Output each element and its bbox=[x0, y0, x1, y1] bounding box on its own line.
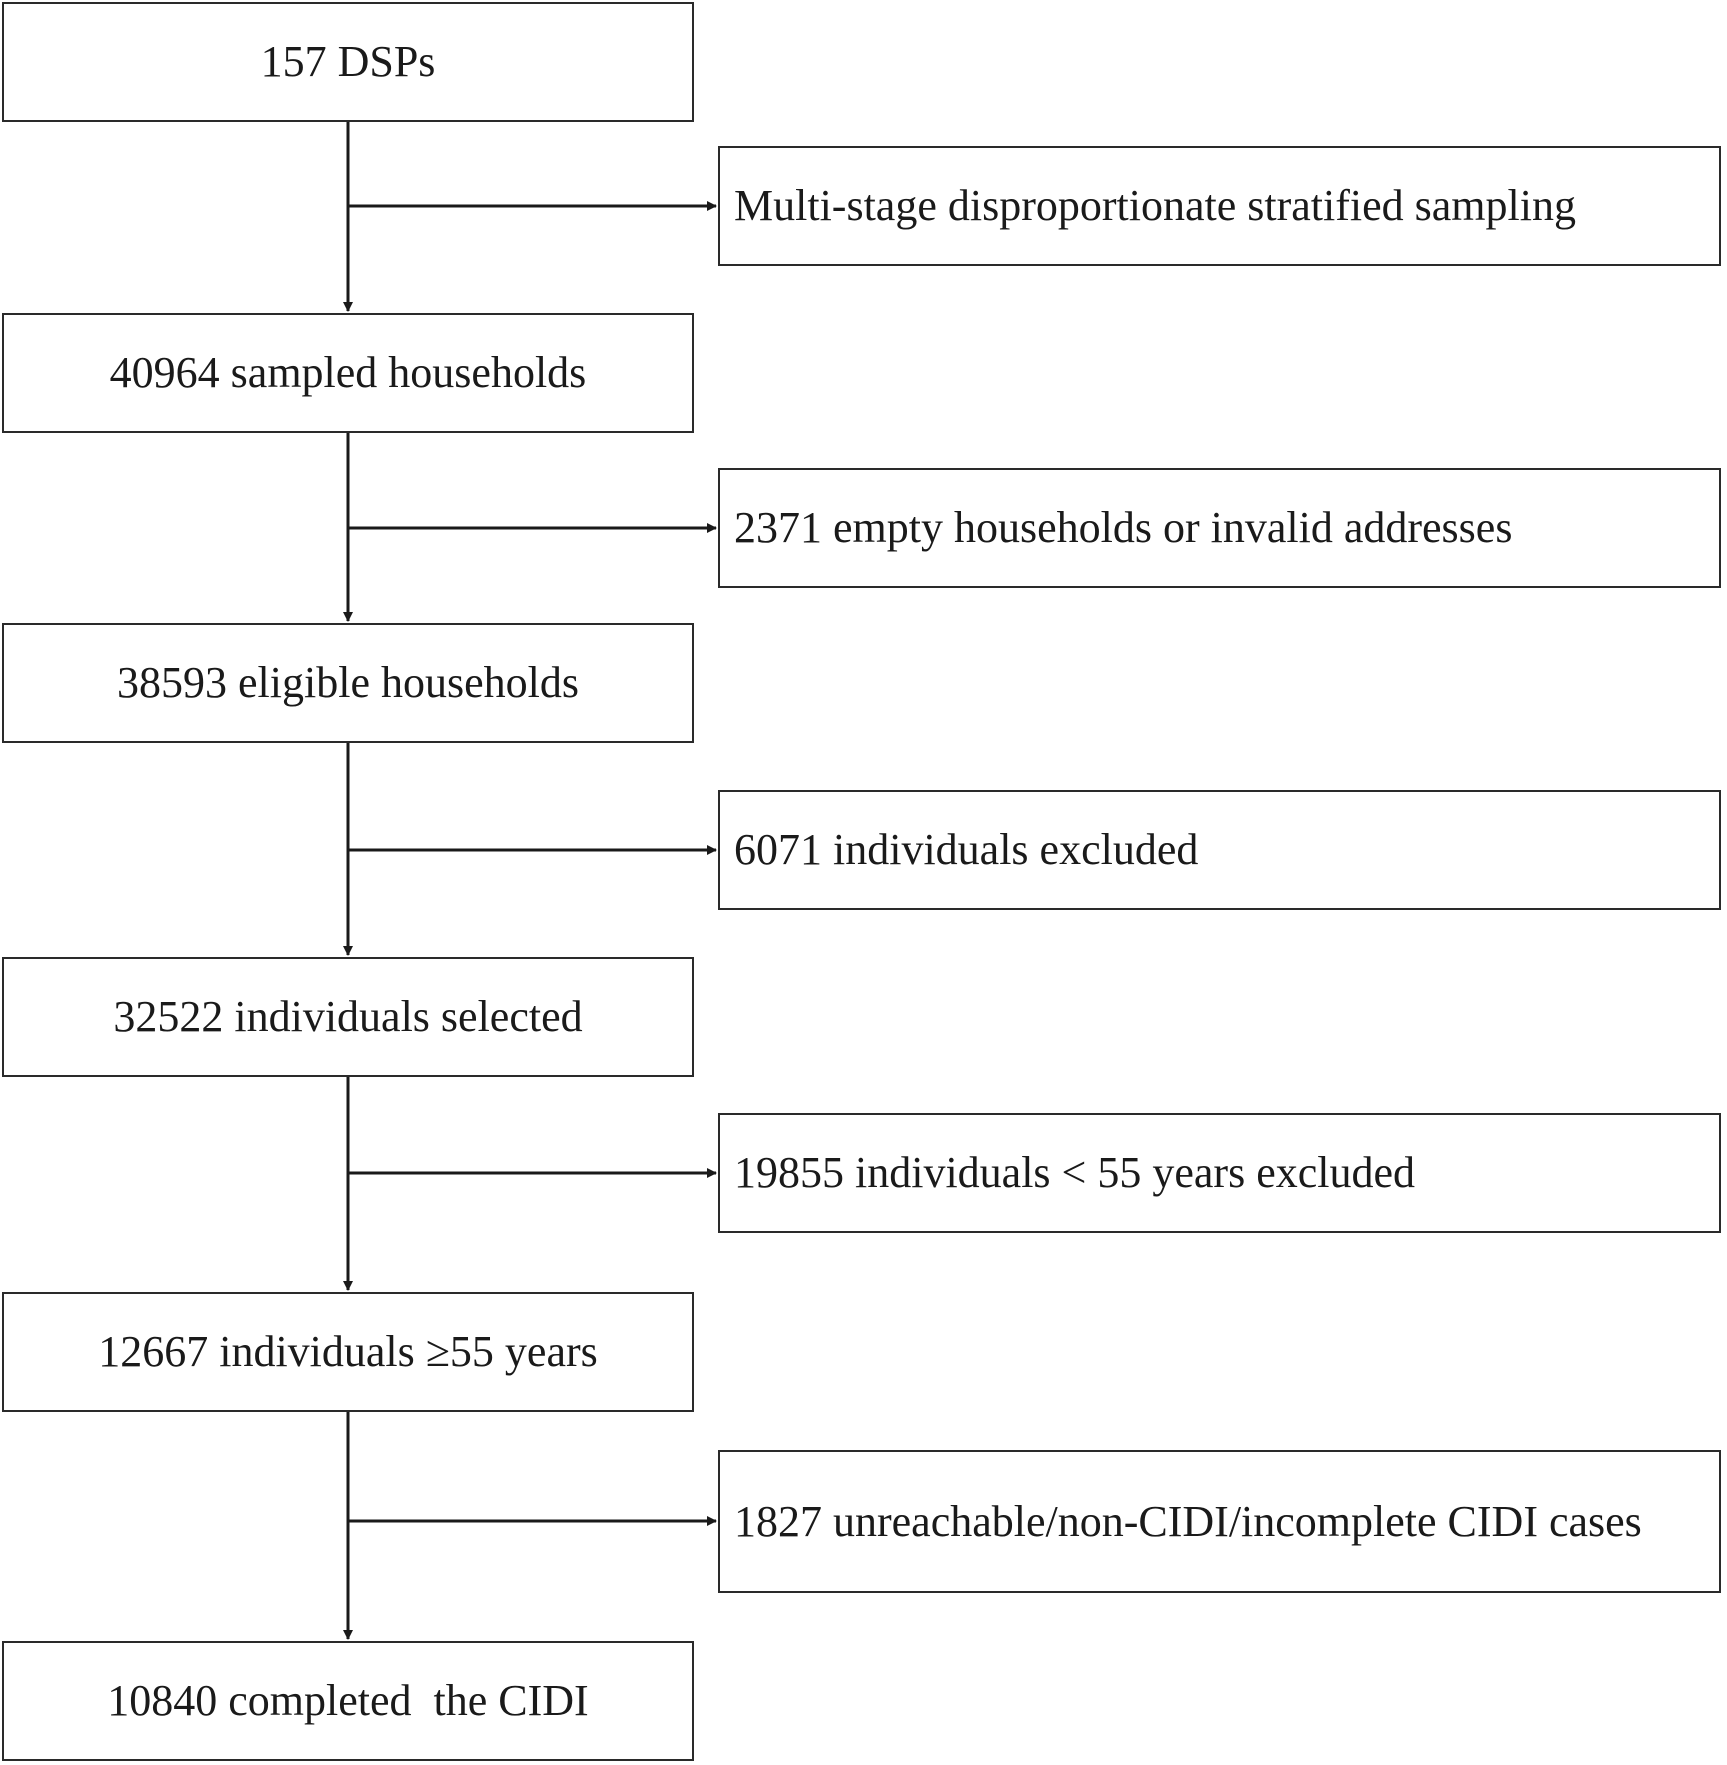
step-box-individuals-selected: 32522 individuals selected bbox=[2, 957, 694, 1077]
note-box-unreachable-cases: 1827 unreachable/non-CIDI/incomplete CIDI cases bbox=[718, 1450, 1721, 1593]
note-box-sampling-method: Multi-stage disproportionate stratified sampling bbox=[718, 146, 1721, 266]
note-box-empty-households: 2371 empty households or invalid addresses bbox=[718, 468, 1721, 588]
step-box-eligible-households: 38593 eligible households bbox=[2, 623, 694, 743]
step-box-individuals-55-plus: 12667 individuals ≥55 years bbox=[2, 1292, 694, 1412]
note-box-individuals-excluded: 6071 individuals excluded bbox=[718, 790, 1721, 910]
note-box-under-55-excluded: 19855 individuals < 55 years excluded bbox=[718, 1113, 1721, 1233]
step-box-sampled-households: 40964 sampled households bbox=[2, 313, 694, 433]
step-box-completed-cidi: 10840 completed the CIDI bbox=[2, 1641, 694, 1761]
step-box-dsps: 157 DSPs bbox=[2, 2, 694, 122]
